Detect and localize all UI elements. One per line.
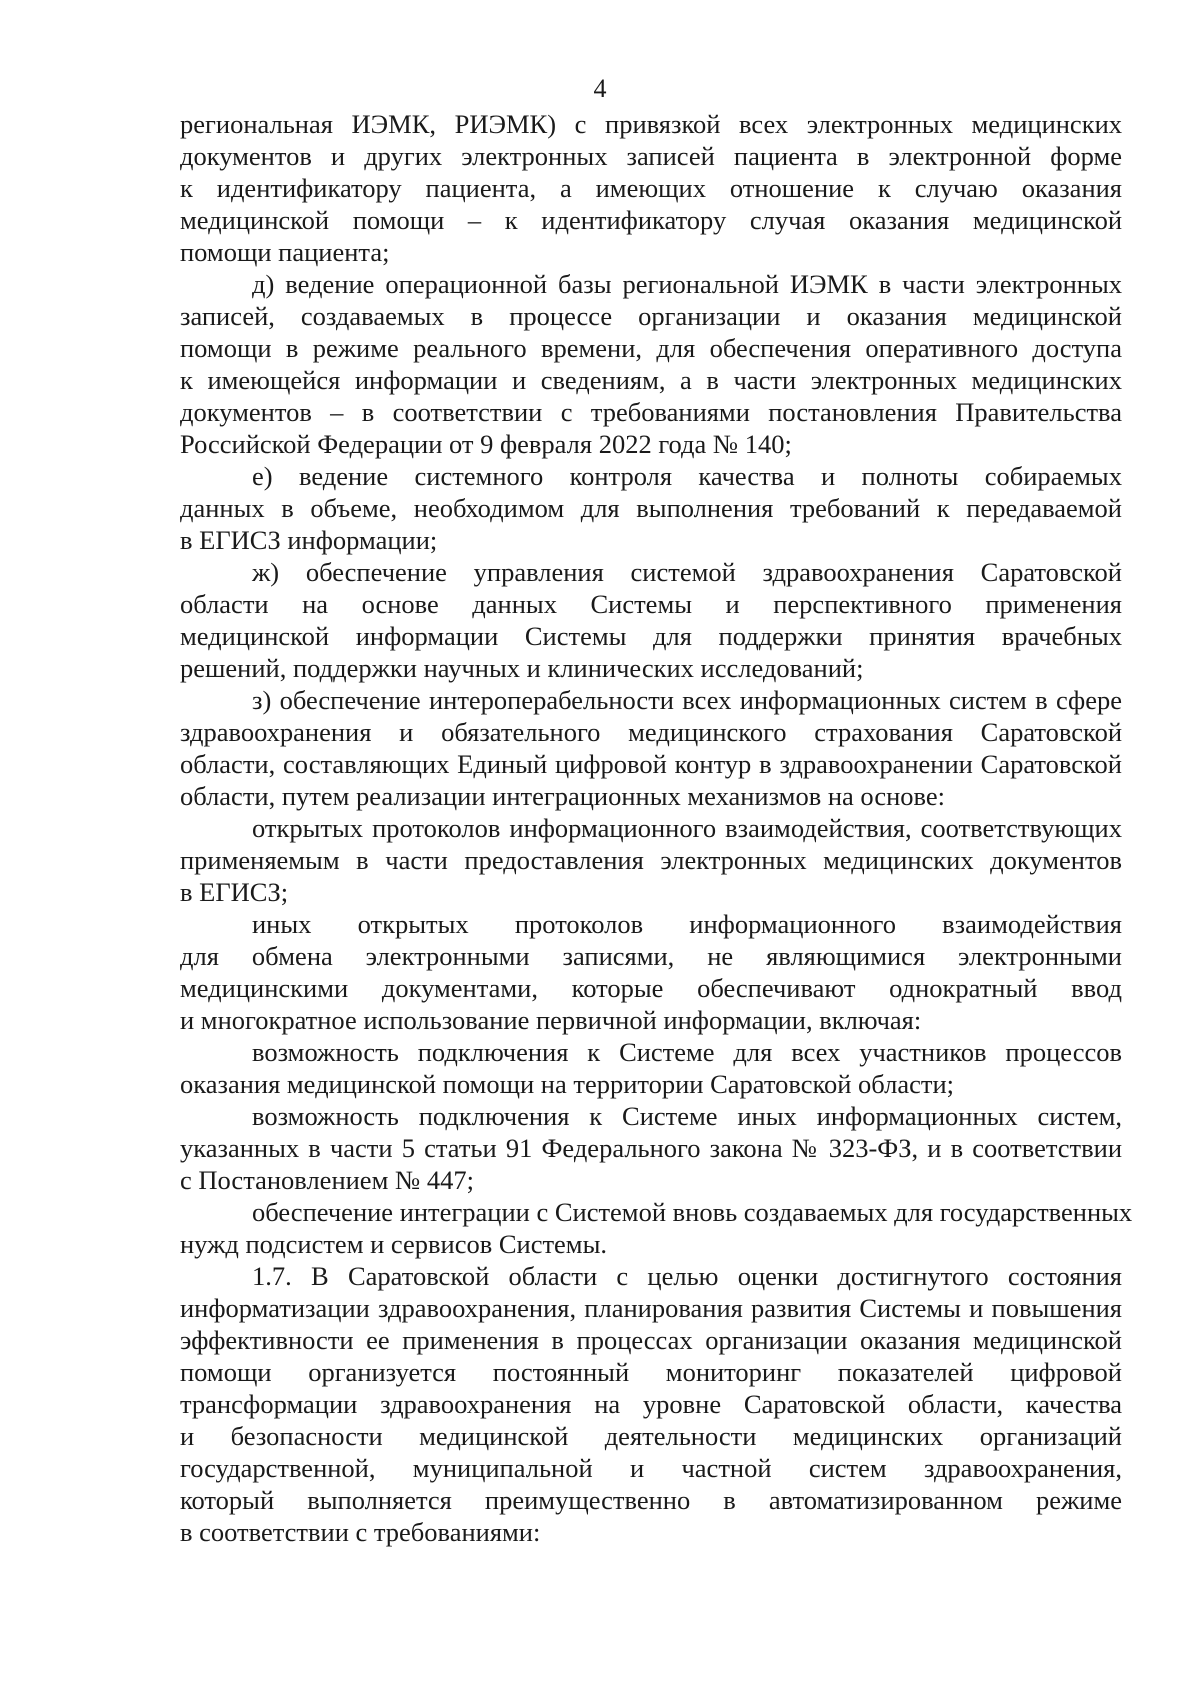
text-line: обеспечение интеграции с Системой вновь создаваемых для государственных [252, 1197, 1133, 1227]
text-line: региональная ИЭМК, РИЭМК) с привязкой всех электронных медицинских [180, 109, 1122, 139]
text-line: документов – в соответствии с требованиями постановления Правительства [180, 397, 1122, 427]
text-line: государственной, муниципальной и частной систем здравоохранения, [180, 1453, 1122, 1483]
text-line: в ЕГИСЗ; [180, 877, 289, 907]
text-line: в соответствии с требованиями: [180, 1517, 541, 1547]
text-line: медицинскими документами, которые обеспечивают однократный ввод [180, 973, 1122, 1003]
text-line: е) ведение системного контроля качества и полноты собираемых [252, 461, 1122, 491]
text-line: к имеющейся информации и сведениям, а в части электронных медицинских [180, 365, 1122, 395]
page-number: 4 [593, 74, 607, 103]
text-line: возможность подключения к Системе иных информационных систем, [252, 1101, 1122, 1131]
text-line: помощи в режиме реального времени, для обеспечения оперативного доступа [180, 333, 1122, 363]
text-line: трансформации здравоохранения на уровне Саратовской области, качества [180, 1389, 1122, 1419]
text-line: данных в объеме, необходимом для выполнения требований к передаваемой [180, 493, 1122, 523]
text-line: д) ведение операционной базы региональной ИЭМК в части электронных [252, 269, 1122, 299]
text-line: ж) обеспечение управления системой здравоохранения Саратовской [252, 557, 1122, 587]
text-line: области на основе данных Системы и перспективного применения [180, 589, 1122, 619]
text-line: для обмена электронными записями, не являющимися электронными [180, 941, 1122, 971]
text-line: решений, поддержки научных и клинических исследований; [180, 653, 864, 683]
text-line: здравоохранения и обязательного медицинского страхования Саратовской [180, 717, 1122, 747]
text-line: к идентификатору пациента, а имеющих отношение к случаю оказания [180, 173, 1122, 203]
text-line: и многократное использование первичной информации, включая: [180, 1005, 922, 1035]
text-line: иных открытых протоколов информационного взаимодействия [252, 909, 1122, 939]
text-line: помощи пациента; [180, 237, 390, 267]
text-line: медицинской помощи – к идентификатору случая оказания медицинской [180, 205, 1122, 235]
text-line: оказания медицинской помощи на территории Саратовской области; [180, 1069, 954, 1099]
text-line: эффективности ее применения в процессах организации оказания медицинской [180, 1325, 1122, 1355]
text-line: информатизации здравоохранения, планирования развития Системы и повышения [180, 1293, 1122, 1323]
text-line: указанных в части 5 статьи 91 Федерального закона № 323-ФЗ, и в соответствии [180, 1133, 1122, 1163]
text-line: с Постановлением № 447; [180, 1165, 474, 1195]
text-line: открытых протоколов информационного взаимодействия, соответствующих [252, 813, 1122, 843]
text-line: документов и других электронных записей пациента в электронной форме [180, 141, 1122, 171]
text-line: области, составляющих Единый цифровой контур в здравоохранении Саратовской [180, 749, 1122, 779]
text-line: возможность подключения к Системе для всех участников процессов [252, 1037, 1122, 1067]
text-line: помощи организуется постоянный мониторинг показателей цифровой [180, 1357, 1122, 1387]
text-line: области, путем реализации интеграционных механизмов на основе: [180, 781, 945, 811]
text-line: нужд подсистем и сервисов Системы. [180, 1229, 608, 1259]
text-line: Российской Федерации от 9 февраля 2022 года № 140; [180, 429, 792, 459]
document-body [180, 108, 1133, 1548]
text-line: з) обеспечение интероперабельности всех информационных систем в сфере [252, 685, 1122, 715]
text-line: который выполняется преимущественно в автоматизированном режиме [180, 1485, 1122, 1515]
text-line: применяемым в части предоставления электронных медицинских документов [180, 845, 1122, 875]
text-line: 1.7. В Саратовской области с целью оценки достигнутого состояния [252, 1261, 1122, 1291]
text-line: и безопасности медицинской деятельности медицинских организаций [180, 1421, 1122, 1451]
text-line: в ЕГИСЗ информации; [180, 525, 438, 555]
text-line: медицинской информации Системы для поддержки принятия врачебных [180, 621, 1122, 651]
text-line: записей, создаваемых в процессе организации и оказания медицинской [180, 301, 1122, 331]
